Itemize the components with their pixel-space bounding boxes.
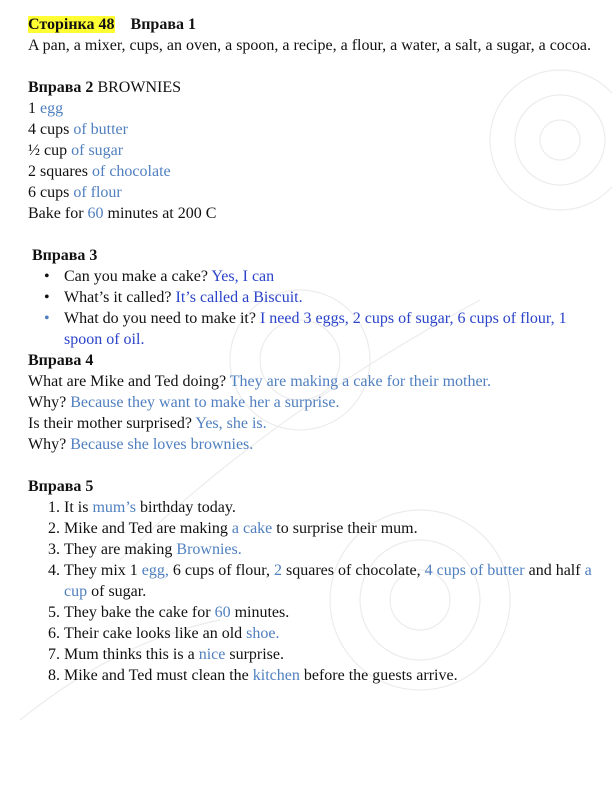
answer: egg, bbox=[141, 562, 169, 579]
text: before the guests arrive. bbox=[299, 667, 458, 684]
bake-line bbox=[28, 203, 598, 224]
list-item bbox=[64, 560, 598, 602]
answer: 60 bbox=[214, 604, 231, 621]
ex1-title: Вправа 1 bbox=[130, 16, 196, 33]
answer: 2 bbox=[274, 562, 282, 579]
ex4-title: Вправа 4 bbox=[28, 352, 94, 369]
question: Why? bbox=[28, 394, 71, 411]
list-item bbox=[64, 497, 598, 518]
ex2-heading bbox=[28, 77, 598, 98]
recipe-answer: of sugar bbox=[71, 142, 124, 159]
answer: It’s called a Biscuit. bbox=[175, 289, 303, 306]
recipe-qty: ½ cup bbox=[28, 142, 72, 159]
question: What’s it called? bbox=[64, 289, 176, 306]
recipe-answer: of chocolate bbox=[91, 163, 171, 180]
list-item bbox=[64, 266, 598, 287]
recipe-qty: 2 squares bbox=[28, 163, 92, 180]
text: It is bbox=[64, 499, 93, 516]
ex3-title: Вправа 3 bbox=[32, 247, 98, 264]
recipe-qty: 6 cups bbox=[28, 184, 74, 201]
page-label: Сторінка 48 bbox=[28, 16, 115, 33]
ex3-heading bbox=[32, 245, 598, 266]
text: birthday today. bbox=[136, 499, 236, 516]
question: What do you need to make it? bbox=[64, 310, 260, 327]
answer: Because they want to make her a surprise. bbox=[70, 394, 340, 411]
text: Their cake looks like an old bbox=[64, 625, 247, 642]
ex4-heading bbox=[28, 350, 598, 371]
page-header bbox=[28, 14, 598, 35]
qa-line bbox=[28, 371, 598, 392]
ex5-title: Вправа 5 bbox=[28, 478, 94, 495]
answer: nice bbox=[198, 646, 226, 663]
recipe-line bbox=[28, 98, 598, 119]
recipe-answer: egg bbox=[40, 100, 64, 117]
recipe-qty: 4 cups bbox=[28, 121, 74, 138]
ex5-list bbox=[28, 497, 598, 686]
list-item bbox=[64, 665, 598, 686]
text: 6 cups of flour, bbox=[168, 562, 274, 579]
answer: shoe. bbox=[246, 625, 280, 642]
answer: Brownies. bbox=[176, 541, 242, 558]
bake-answer: 60 bbox=[87, 205, 104, 222]
bake-pre: Bake for bbox=[28, 205, 88, 222]
bake-post: minutes at 200 C bbox=[103, 205, 217, 222]
ex5-heading bbox=[28, 476, 598, 497]
recipe-answer: of butter bbox=[73, 121, 128, 138]
question: What are Mike and Ted doing? bbox=[28, 373, 230, 390]
question: Why? bbox=[28, 436, 71, 453]
recipe-answer: of flour bbox=[73, 184, 122, 201]
question: Is their mother surprised? bbox=[28, 415, 196, 432]
answer: kitchen bbox=[252, 667, 300, 684]
ex1-text: A pan, a mixer, cups, an oven, a spoon, a recipe, a flour, a water, a salt, a sugar, a cocoa. bbox=[28, 37, 591, 54]
text: to surprise their mum. bbox=[272, 520, 418, 537]
worksheet-page bbox=[28, 14, 598, 686]
text: minutes. bbox=[230, 604, 290, 621]
text: and half bbox=[524, 562, 585, 579]
qa-line bbox=[28, 392, 598, 413]
answer: Yes, she is. bbox=[195, 415, 267, 432]
ex2-subtitle: BROWNIES bbox=[97, 79, 181, 96]
text: They bake the cake for bbox=[64, 604, 215, 621]
text: They mix 1 bbox=[64, 562, 142, 579]
question: Can you make a cake? bbox=[64, 268, 212, 285]
list-item bbox=[64, 602, 598, 623]
list-item bbox=[64, 287, 598, 308]
text: They are making bbox=[64, 541, 177, 558]
recipe-qty: 1 bbox=[28, 100, 40, 117]
list-item bbox=[64, 308, 598, 350]
answer: 4 cups of butter bbox=[424, 562, 525, 579]
ex2-title: Вправа 2 bbox=[28, 79, 94, 96]
recipe-line bbox=[28, 119, 598, 140]
answer: a cup bbox=[64, 562, 592, 600]
text: squares of chocolate, bbox=[282, 562, 425, 579]
ex3-list bbox=[28, 266, 598, 350]
recipe-line bbox=[28, 161, 598, 182]
list-item bbox=[64, 623, 598, 644]
answer: mum’s bbox=[92, 499, 137, 516]
text: Mike and Ted must clean the bbox=[64, 667, 253, 684]
list-item bbox=[64, 518, 598, 539]
answer: Yes, I can bbox=[211, 268, 275, 285]
text: surprise. bbox=[225, 646, 284, 663]
text: Mike and Ted are making bbox=[64, 520, 232, 537]
recipe-line bbox=[28, 140, 598, 161]
text: Mum thinks this is a bbox=[64, 646, 199, 663]
recipe-line bbox=[28, 182, 598, 203]
qa-line bbox=[28, 413, 598, 434]
text: of sugar. bbox=[87, 583, 147, 600]
answer: They are making a cake for their mother. bbox=[229, 373, 491, 390]
list-item bbox=[64, 539, 598, 560]
qa-line bbox=[28, 434, 598, 455]
answer: Because she loves brownies. bbox=[70, 436, 254, 453]
list-item bbox=[64, 644, 598, 665]
answer: a cake bbox=[231, 520, 273, 537]
answer: I need 3 eggs, 2 cups of sugar, 6 cups of flour, 1 spoon of oil. bbox=[64, 310, 567, 348]
